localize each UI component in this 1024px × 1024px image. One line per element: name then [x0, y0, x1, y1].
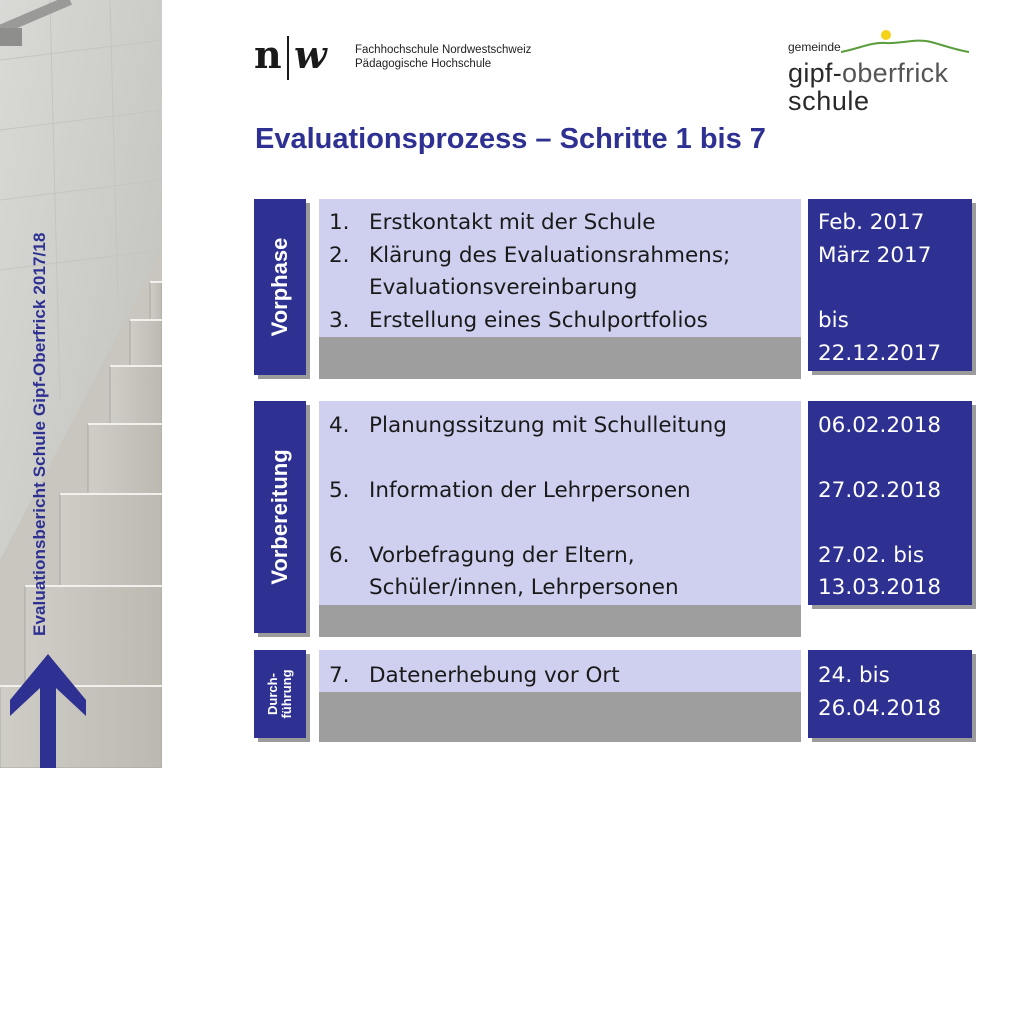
- date-text: 24. bis: [818, 663, 890, 688]
- date-text: 27.02.2018: [818, 478, 942, 503]
- school-logo-oberfrick: oberfrick: [842, 58, 949, 88]
- phase-label-text-line2: führung: [279, 669, 294, 719]
- phase-label-vorbereitung: [254, 401, 306, 633]
- arrow-up-icon: [10, 654, 86, 768]
- hills-sun-icon: [841, 26, 971, 60]
- page-title: Evaluationsprozess – Schritte 1 bis 7: [255, 123, 766, 155]
- steps-box-durchfuehrung: 7. Datenerhebung vor Ort: [319, 650, 801, 742]
- fhnw-mark-w: w: [294, 32, 327, 77]
- date-text: 22.12.2017: [818, 341, 942, 366]
- steps-box-vorbereitung: 4. Planungssitzung mit Schulleitung 5. Information der Lehrpersonen 6. Vorbefragung der Eltern, Schüler/innen, Lehrpersonen: [319, 401, 801, 637]
- phase-label-durchfuehrung: [254, 650, 306, 738]
- phase-label-text: Vorphase: [267, 237, 292, 337]
- phase-label-text: Vorbereitung: [267, 449, 292, 585]
- report-footer-text: Evaluationsbericht Schule Gipf-Oberfrick 2017/18: [30, 232, 49, 636]
- steps-box-vorphase: 1. Erstkontakt mit der Schule 2. Klärung des Evaluationsrahmens; Evaluationsvereinbarung 3. Erstellung eines Schulportfolios: [319, 199, 801, 379]
- dates-box-vorbereitung: [808, 401, 972, 605]
- fhnw-logo: [254, 34, 574, 82]
- school-logo-gemeinde: gemeinde: [788, 40, 841, 54]
- school-logo-gipf: gipf-: [788, 58, 843, 88]
- school-logo: [786, 26, 976, 118]
- dates-box-durchfuehrung: [808, 650, 972, 738]
- date-text: 26.04.2018: [818, 696, 942, 721]
- phase-label-text-line1: Durch-: [265, 673, 280, 715]
- fhnw-mark-n: n: [254, 32, 282, 77]
- date-text: Feb. 2017: [818, 210, 925, 235]
- date-text: 13.03.2018: [818, 575, 942, 600]
- fhnw-name-line2: Pädagogische Hochschule: [355, 58, 492, 70]
- dates-box-vorphase: [808, 199, 972, 371]
- school-logo-schule: schule: [788, 86, 870, 116]
- date-text: März 2017: [818, 243, 932, 268]
- date-text: 06.02.2018: [818, 413, 942, 438]
- phase-label-vorphase: [254, 199, 306, 375]
- date-text: 27.02. bis: [818, 543, 925, 568]
- fhnw-name-line1: Fachhochschule Nordwestschweiz: [355, 44, 532, 56]
- date-text: bis: [818, 308, 849, 333]
